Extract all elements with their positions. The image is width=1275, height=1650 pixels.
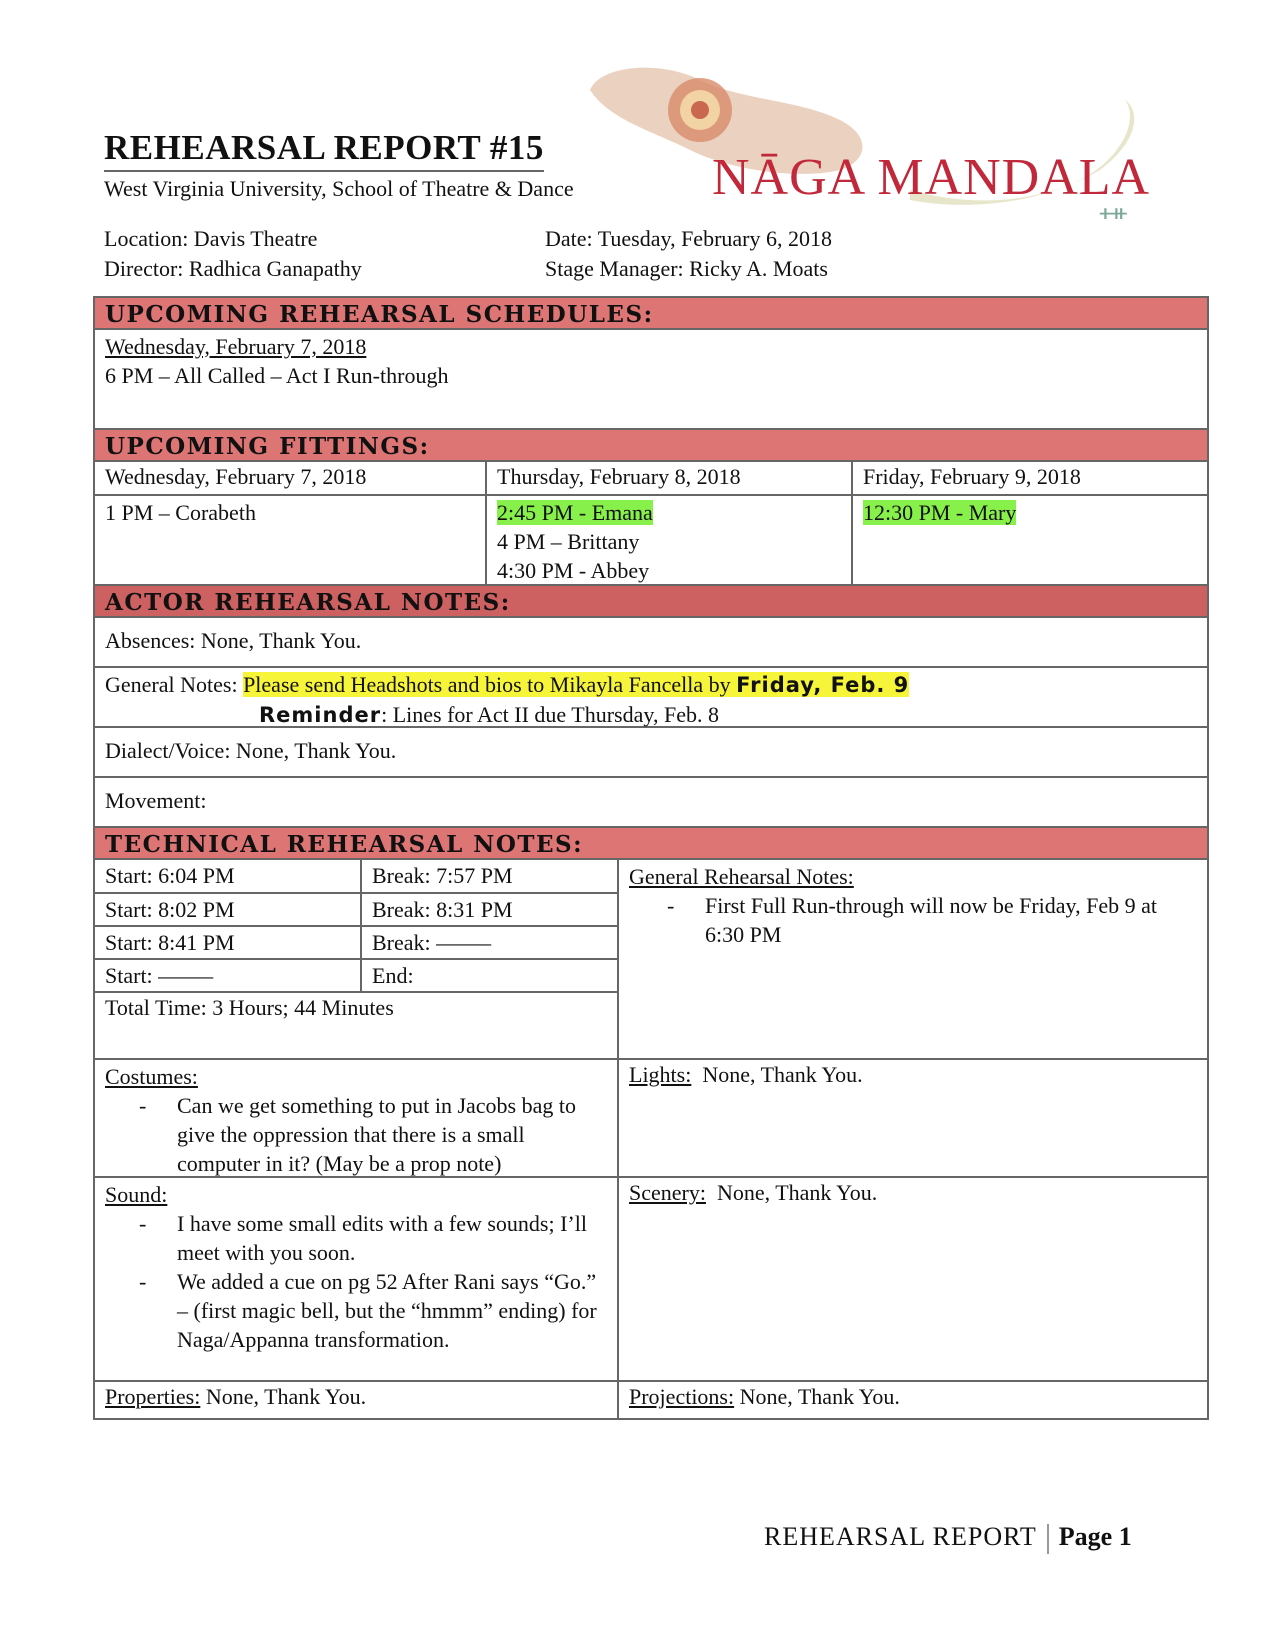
fittings-days-row — [95, 462, 1207, 496]
dialect-row: Dialect/Voice: None, Thank You. — [95, 728, 1207, 778]
general-notes-label: General Notes: — [105, 672, 244, 697]
sound-scenery-row — [95, 1178, 1207, 1382]
properties-label: Properties: — [105, 1384, 201, 1409]
technical-notes-heading: TECHNICAL REHEARSAL NOTES: — [95, 828, 1207, 860]
costumes-item: Can we get something to put in Jacobs bag to give the oppression that there is a small computer in it? (May be a prop note) — [177, 1093, 576, 1176]
break-time: Break: ——– — [361, 926, 617, 959]
location: Location: Davis Theatre — [104, 226, 318, 251]
report-table — [93, 296, 1209, 1420]
start-time: Start: 6:04 PM — [95, 860, 361, 893]
stage-manager: Stage Manager: Ricky A. Moats — [545, 256, 828, 281]
fitting-item: 1 PM – Corabeth — [105, 500, 256, 525]
logo-text: NĀGA MANDALA — [712, 149, 1151, 206]
report-subtitle: West Virginia University, School of Theatre & Dance — [104, 176, 574, 201]
general-rehearsal-item: First Full Run-through will now be Friday, Feb 9 at 6:30 PM — [705, 893, 1158, 947]
svg-text:ᚐᚑ: ᚐᚑ — [1100, 201, 1127, 226]
fitting-item: 2:45 PM - Emana — [497, 500, 653, 525]
lights-text: None, Thank You. — [702, 1062, 863, 1087]
break-time: Break: 8:31 PM — [361, 893, 617, 926]
costumes-cell: Costumes: - Can we get something to put in Jacobs bag to give the oppression that there is a small computer in it? (May be a prop note) — [95, 1060, 619, 1176]
page-number: Page 1 — [1058, 1522, 1132, 1551]
fittings-items-row — [95, 496, 1207, 586]
costumes-label: Costumes: — [105, 1064, 198, 1089]
fitting-day: Wednesday, February 7, 2018 — [95, 462, 487, 494]
costumes-lights-row — [95, 1060, 1207, 1178]
report-title: REHEARSAL REPORT #15 — [104, 128, 544, 172]
schedule-day: Wednesday, February 7, 2018 — [105, 334, 367, 359]
reminder-label: Reminder — [259, 703, 382, 727]
director: Director: Radhica Ganapathy — [104, 256, 362, 281]
reminder-text: : Lines for Act II due Thursday, Feb. 8 — [381, 702, 719, 727]
start-time: Start: 8:02 PM — [95, 893, 361, 926]
sound-item: We added a cue on pg 52 After Rani says “Go.” – (first magic bell, but the “hmmm” ending) for Naga/Appanna transformation. — [177, 1269, 597, 1352]
end-time: End: — [361, 959, 617, 992]
general-notes-row — [95, 668, 1207, 728]
projections-label: Projections: — [629, 1384, 735, 1409]
schedule-entry: 6 PM – All Called – Act I Run-through — [105, 363, 449, 388]
headshots-note: Please send Headshots and bios to Mikayla Fancella by Friday, Feb. 9 — [243, 672, 910, 697]
fitting-item: 4 PM – Brittany — [497, 529, 640, 554]
actor-notes-heading: ACTOR REHEARSAL NOTES: — [95, 586, 1207, 618]
start-time: Start: ——– — [95, 959, 361, 992]
scenery-label: Scenery: — [629, 1180, 706, 1205]
movement-row: Movement: — [95, 778, 1207, 828]
break-time: Break: 7:57 PM — [361, 860, 617, 893]
fitting-item: 4:30 PM - Abbey — [497, 558, 650, 583]
projections-cell — [619, 1382, 1207, 1418]
projections-text: None, Thank You. — [739, 1384, 900, 1409]
sound-label: Sound: — [105, 1182, 168, 1207]
fitting-item: 12:30 PM - Mary — [863, 500, 1017, 525]
fitting-day: Friday, February 9, 2018 — [863, 464, 1081, 489]
lights-label: Lights: — [629, 1062, 692, 1087]
schedules-heading: UPCOMING REHEARSAL SCHEDULES: — [95, 298, 1207, 330]
total-time: Total Time: 3 Hours; 44 Minutes — [105, 995, 394, 1020]
headshots-deadline: Friday, Feb. 9 — [736, 673, 910, 697]
lights-cell — [619, 1060, 1207, 1176]
sound-cell: Sound: - I have some small edits with a few sounds; I’ll meet with you soon. - We added a cue on pg 52 After Rani says “Go.” – (first magic bell, but the “hmmm” ending) for Naga/Appanna transformation. — [95, 1178, 619, 1380]
properties-projections-row — [95, 1382, 1207, 1418]
fittings-heading: UPCOMING FITTINGS: — [95, 430, 1207, 462]
properties-cell — [95, 1382, 619, 1418]
absences-row: Absences: None, Thank You. — [95, 618, 1207, 668]
page-footer — [764, 1522, 1132, 1554]
report-date: Date: Tuesday, February 6, 2018 — [545, 226, 832, 251]
sound-item: I have some small edits with a few sounds; I’ll meet with you soon. — [177, 1211, 587, 1265]
fitting-day: Thursday, February 8, 2018 — [487, 462, 853, 494]
times-table — [95, 860, 617, 993]
schedules-box — [95, 330, 1207, 430]
general-rehearsal-label: General Rehearsal Notes: — [629, 864, 854, 889]
scenery-cell — [619, 1178, 1207, 1380]
times-row — [95, 860, 1207, 1060]
start-time: Start: 8:41 PM — [95, 926, 361, 959]
properties-text: None, Thank You. — [205, 1384, 367, 1409]
footer-title: REHEARSAL REPORT — [764, 1522, 1037, 1551]
general-rehearsal-notes: General Rehearsal Notes: - First Full Run-through will now be Friday, Feb 9 at 6:30 PM — [619, 860, 1207, 1058]
scenery-text: None, Thank You. — [716, 1180, 878, 1205]
